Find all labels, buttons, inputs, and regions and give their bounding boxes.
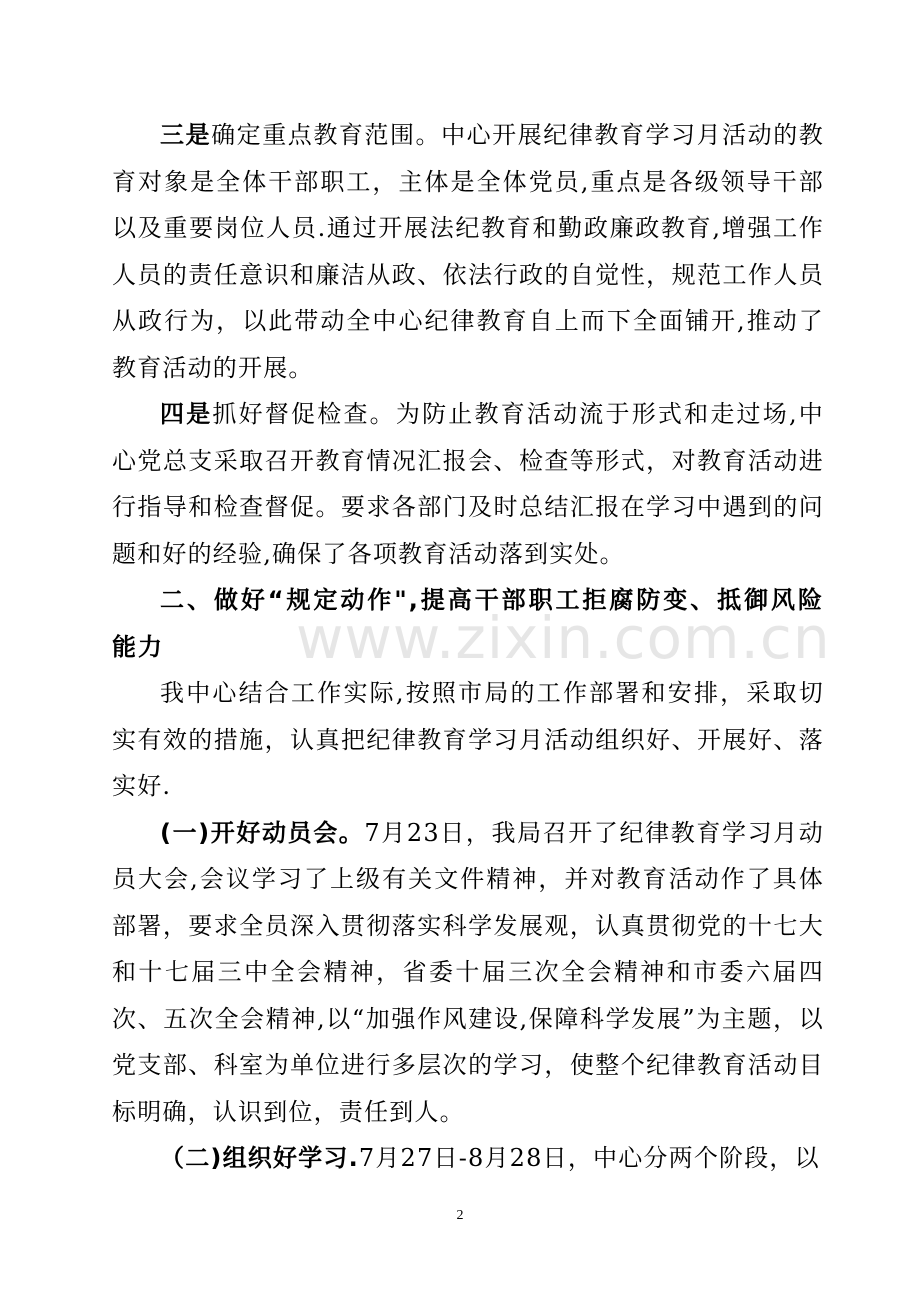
- paragraph-lead: 四是: [160, 400, 213, 428]
- paragraph-text: 我中心结合工作实际,按照市局的工作部署和安排，采取切实有效的措施，认真把纪律教育学习月活动组织好、开展好、落实好.: [112, 679, 824, 800]
- paragraph-four: [112, 391, 824, 577]
- paragraph-item-one: [112, 810, 824, 1136]
- page-number: 2: [456, 1208, 464, 1223]
- paragraph-text: 7月23日，我局召开了纪律教育学习月动员大会,会议学习了上级有关文件精神，并对教育活动作了具体部署，要求全员深入贯彻落实科学发展观，认真贯彻党的十七大和十七届三中全会精神，省委十届三次全会精神和市委六届四次、五次全会精神,以“加强作风建设,保障科学发展”为主题，以党支部、科室为单位进行多层次的学习，使整个纪律教育活动目标明确，认识到位，责任到人。: [112, 818, 824, 1126]
- paragraph-lead: 三是: [160, 121, 212, 149]
- paragraph-lead: (一)开好动员会。: [160, 818, 365, 847]
- paragraph-item-two: [112, 1135, 824, 1182]
- paragraph-three: [112, 112, 824, 391]
- paragraph-text: 7月27日-8月28日，中心分两个阶段，以: [358, 1144, 820, 1172]
- document-body: [112, 112, 824, 1182]
- paragraph-text: 抓好督促检查。为防止教育活动流于形式和走过场,中心党总支采取召开教育情况汇报会、检查等形式，对教育活动进行指导和检查督促。要求各部门及时总结汇报在学习中遇到的问题和好的经验,确保了各项教育活动落到实处。: [112, 400, 824, 568]
- paragraph-text: 确定重点教育范围。中心开展纪律教育学习月活动的教育对象是全体干部职工，主体是全体党员,重点是各级领导干部以及重要岗位人员.通过开展法纪教育和勤政廉政教育,增强工作人员的责任意识和廉洁从政、依法行政的自觉性，规范工作人员从政行为，以此带动全中心纪律教育自上而下全面铺开,推动了教育活动的开展。: [112, 121, 824, 382]
- paragraph-intro: [112, 670, 824, 810]
- paragraph-lead: （二)组织好学习.: [160, 1144, 359, 1172]
- watermark: www.zixin.com.cn: [296, 604, 831, 672]
- section-heading: 二、做好“规定动作",提高干部职工拒腐防变、抵御风险能力: [112, 586, 824, 661]
